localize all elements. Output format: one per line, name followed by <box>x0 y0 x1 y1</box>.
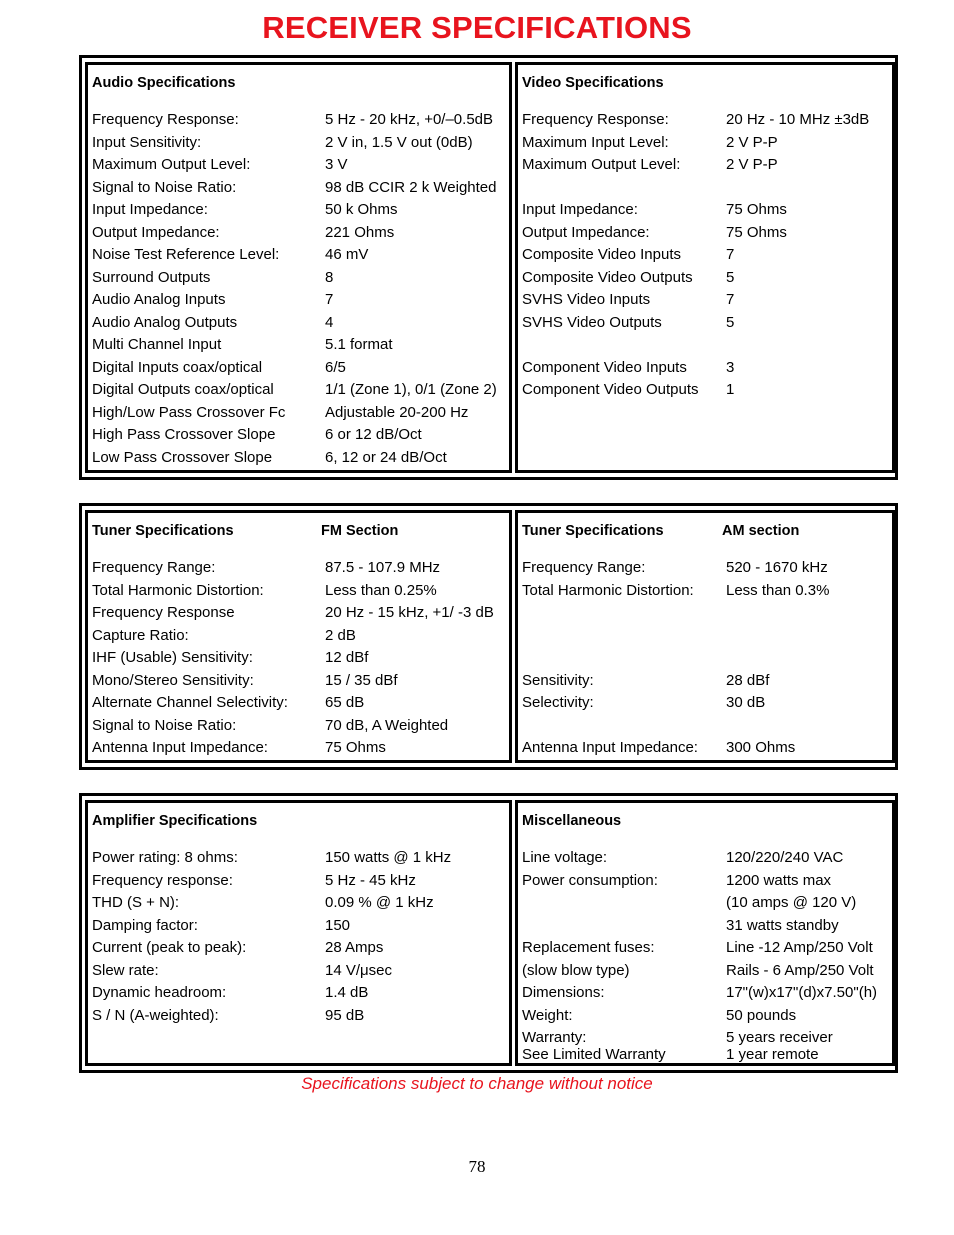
spec-label: Antenna Input Impedance: <box>522 739 698 756</box>
spec-label: Power consumption: <box>522 871 658 889</box>
spec-label: Power rating: 8 ohms: <box>92 849 238 866</box>
disclaimer-note: Specifications subject to change without notice <box>301 1074 653 1093</box>
misc-panel <box>515 800 895 1066</box>
spec-value: (10 amps @ 120 V) <box>726 894 857 911</box>
spec-value: 31 watts standby <box>726 916 839 934</box>
spec-value: 65 dB <box>325 694 365 711</box>
spec-value: 8 <box>325 268 334 286</box>
spec-value: 1/1 (Zone 1), 0/1 (Zone 2) <box>325 381 497 398</box>
spec-label: Noise Test Reference Level: <box>92 246 280 263</box>
tuner-am-heading: Tuner Specifications <box>522 523 664 539</box>
spec-value: 5.1 format <box>325 336 393 353</box>
spec-value: 70 dB, A Weighted <box>325 716 449 734</box>
spec-label: Signal to Noise Ratio: <box>92 178 237 196</box>
spec-label: THD (S + N): <box>92 894 180 911</box>
spec-label: IHF (Usable) Sensitivity: <box>92 649 253 666</box>
spec-label: (slow blow type) <box>522 961 630 979</box>
spec-value: 4 <box>325 313 334 331</box>
spec-value: 28 dBf <box>726 671 770 689</box>
spec-label: Total Harmonic Distortion: <box>92 581 264 599</box>
spec-label: Digital Outputs coax/optical <box>92 381 274 398</box>
spec-label: Frequency Range: <box>522 559 646 576</box>
spec-value: 150 watts @ 1 kHz <box>325 849 452 866</box>
spec-label: High/Low Pass Crossover Fc <box>92 403 286 421</box>
audio-panel <box>85 62 512 473</box>
spec-value: 17"(w)x17"(d)x7.50"(h) <box>726 984 878 1001</box>
tuner-fm-panel <box>85 510 512 763</box>
spec-value: 87.5 - 107.9 MHz <box>325 559 441 576</box>
video-panel <box>515 62 895 473</box>
spec-value: 6 or 12 dB/Oct <box>325 426 422 443</box>
spec-value: 520 - 1670 kHz <box>726 559 828 576</box>
spec-value: 5 Hz - 20 kHz, +0/–0.5dB <box>325 111 494 128</box>
spec-label: Selectivity: <box>522 694 594 711</box>
spec-label: See Limited Warranty <box>522 1046 666 1063</box>
spec-value: Less than 0.25% <box>325 581 437 599</box>
spec-label: Dimensions: <box>522 984 605 1001</box>
spec-value: 0.09 % @ 1 kHz <box>325 894 434 911</box>
spec-label: Input Impedance: <box>92 201 208 218</box>
spec-value: 75 Ohms <box>726 223 787 241</box>
spec-value: 20 Hz - 10 MHz ±3dB <box>726 111 870 128</box>
spec-label: Low Pass Crossover Slope <box>92 448 273 466</box>
spec-value: 20 Hz - 15 kHz, +1/ -3 dB <box>325 604 494 621</box>
spec-label: Line voltage: <box>522 849 608 866</box>
spec-value: 14 V/μsec <box>325 961 393 979</box>
spec-label: S / N (A-weighted): <box>92 1006 219 1024</box>
spec-label: SVHS Video Outputs <box>522 313 662 331</box>
spec-label: Total Harmonic Distortion: <box>522 581 694 599</box>
spec-label: Dynamic headroom: <box>92 984 227 1001</box>
spec-label: Output Impedance: <box>92 223 220 241</box>
spec-label: Composite Video Inputs <box>522 246 681 263</box>
spec-label: Input Impedance: <box>522 201 638 218</box>
spec-value: 75 Ohms <box>726 201 787 218</box>
spec-label: Current (peak to peak): <box>92 939 247 956</box>
spec-value: 7 <box>325 291 334 308</box>
spec-label: Warranty: <box>522 1029 587 1046</box>
spec-value: 75 Ohms <box>325 739 386 756</box>
spec-label: Mono/Stereo Sensitivity: <box>92 671 254 689</box>
spec-value: 1200 watts max <box>726 871 832 889</box>
spec-label: Weight: <box>522 1006 573 1024</box>
spec-value: 2 V P-P <box>726 133 778 151</box>
spec-label: Frequency Response <box>92 604 235 621</box>
spec-value: 7 <box>726 246 735 263</box>
spec-label: Multi Channel Input <box>92 336 222 353</box>
spec-value: 5 years receiver <box>726 1029 833 1046</box>
spec-label: Frequency Response: <box>522 111 669 128</box>
spec-label: SVHS Video Inputs <box>522 291 651 308</box>
spec-label: Frequency Response: <box>92 111 239 128</box>
spec-label: Frequency Range: <box>92 559 216 576</box>
tuner-fm-heading: Tuner Specifications <box>92 523 234 539</box>
tuner-am-panel <box>515 510 895 763</box>
spec-label: Component Video Inputs <box>522 358 687 376</box>
spec-label: Composite Video Outputs <box>522 268 693 286</box>
spec-value: 6/5 <box>325 358 346 376</box>
page-title: RECEIVER SPECIFICATIONS <box>262 10 692 45</box>
spec-label: Digital Inputs coax/optical <box>92 358 263 376</box>
misc-heading: Miscellaneous <box>522 813 622 829</box>
audio-heading: Audio Specifications <box>92 75 236 91</box>
spec-value: Rails - 6 Amp/250 Volt <box>726 961 874 979</box>
spec-value: Line -12 Amp/250 Volt <box>726 939 873 956</box>
spec-value: 15 / 35 dBf <box>325 671 398 689</box>
spec-value: 98 dB CCIR 2 k Weighted <box>325 178 497 196</box>
spec-value: 1.4 dB <box>325 984 369 1001</box>
spec-value: 3 V <box>325 156 348 173</box>
spec-value: 2 V P-P <box>726 156 778 173</box>
spec-value: 95 dB <box>325 1006 365 1024</box>
fm-section-heading: FM Section <box>321 523 399 539</box>
spec-label: Sensitivity: <box>522 671 594 689</box>
spec-label: Capture Ratio: <box>92 626 189 644</box>
spec-value: Adjustable 20-200 Hz <box>325 403 469 421</box>
spec-value: 1 year remote <box>726 1046 819 1063</box>
spec-label: Maximum Output Level: <box>522 156 681 173</box>
spec-value: 150 <box>325 916 351 934</box>
am-section-heading: AM section <box>722 523 800 539</box>
spec-value: 120/220/240 VAC <box>726 849 844 866</box>
spec-label: Input Sensitivity: <box>92 133 202 151</box>
spec-value: 300 Ohms <box>726 739 796 756</box>
spec-label: Slew rate: <box>92 961 159 979</box>
spec-value: 3 <box>726 358 735 376</box>
spec-value: 5 <box>726 313 735 331</box>
page-number: 78 <box>468 1157 486 1176</box>
amplifier-heading: Amplifier Specifications <box>92 813 258 829</box>
spec-label: High Pass Crossover Slope <box>92 426 276 443</box>
spec-label: Replacement fuses: <box>522 939 655 956</box>
spec-label: Alternate Channel Selectivity: <box>92 694 288 711</box>
spec-label: Signal to Noise Ratio: <box>92 716 237 734</box>
spec-value: 1 <box>726 381 735 398</box>
spec-label: Maximum Input Level: <box>522 133 669 151</box>
spec-value: 221 Ohms <box>325 223 395 241</box>
video-heading: Video Specifications <box>522 75 664 91</box>
spec-value: 7 <box>726 291 735 308</box>
spec-value: 5 <box>726 268 735 286</box>
spec-label: Audio Analog Outputs <box>92 313 238 331</box>
spec-label: Audio Analog Inputs <box>92 291 226 308</box>
spec-label: Damping factor: <box>92 916 198 934</box>
spec-value: 50 k Ohms <box>325 201 398 218</box>
spec-label: Component Video Outputs <box>522 381 699 398</box>
spec-value: Less than 0.3% <box>726 581 830 599</box>
spec-value: 12 dBf <box>325 649 369 666</box>
spec-value: 46 mV <box>325 246 369 263</box>
amplifier-panel <box>85 800 512 1066</box>
spec-value: 28 Amps <box>325 939 384 956</box>
spec-value: 30 dB <box>726 694 766 711</box>
spec-value: 5 Hz - 45 kHz <box>325 871 416 889</box>
spec-label: Antenna Input Impedance: <box>92 739 268 756</box>
spec-value: 6, 12 or 24 dB/Oct <box>325 448 447 466</box>
spec-value: 2 V in, 1.5 V out (0dB) <box>325 133 473 151</box>
spec-label: Output Impedance: <box>522 223 650 241</box>
spec-value: 2 dB <box>325 626 356 644</box>
spec-value: 50 pounds <box>726 1006 797 1024</box>
spec-label: Maximum Output Level: <box>92 156 251 173</box>
spec-label: Frequency response: <box>92 871 233 889</box>
spec-label: Surround Outputs <box>92 268 211 286</box>
